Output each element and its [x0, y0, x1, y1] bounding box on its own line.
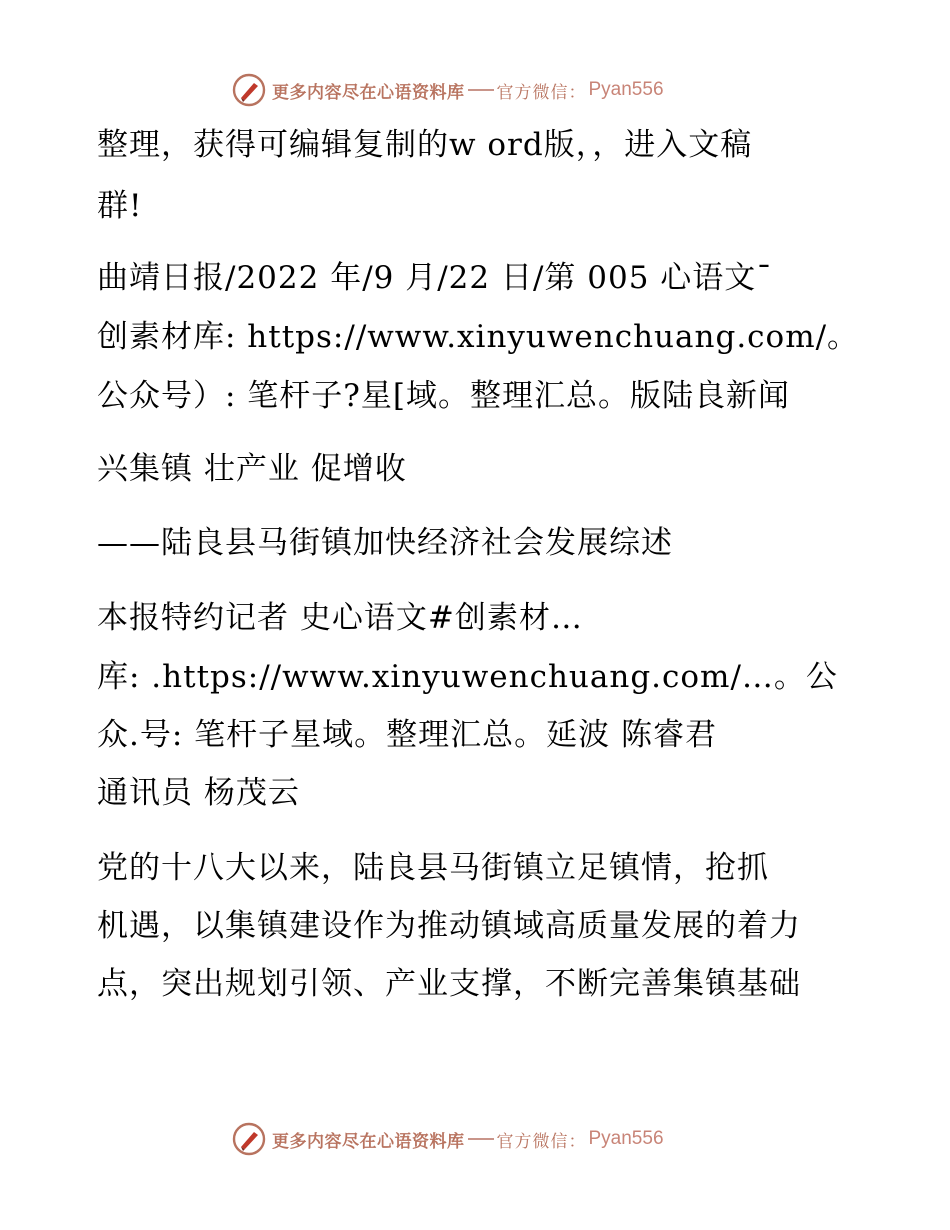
divider — [468, 89, 494, 91]
promo-text: 更多内容尽在心语资料库 — [272, 1131, 465, 1152]
body-line: 众.号: 笔杆子星域。整理汇总。延波 陈睿君 — [97, 717, 718, 753]
correspondent: 通讯员 杨茂云 — [97, 775, 300, 811]
body-line: 创素材库: https://www.xinyuwenchuang.com/。 — [97, 319, 860, 355]
wechat-id: Pyan556 — [588, 1128, 664, 1149]
body-line: 库: .https://www.xinyuwenchuang.com/…。公 — [97, 659, 838, 695]
byline: 本报特约记者 史心语文#创素材… — [97, 600, 583, 636]
pen-logo-icon — [232, 1122, 266, 1156]
article-title: 兴集镇 壮产业 促增收 — [97, 451, 407, 487]
body-line: 曲靖日报/2022 年/9 月/22 日/第 005 心语文¯ — [97, 260, 773, 296]
divider — [468, 1138, 494, 1140]
wechat-label: 官方微信： — [496, 1131, 587, 1152]
body-line: 公众号）: 笔杆子?星[域。整理汇总。版陆良新闻 — [97, 378, 791, 414]
paragraph-line: 党的十八大以来，陆良县马街镇立足镇情，抢抓 — [97, 850, 769, 886]
paragraph-line: 点，突出规划引领、产业支撑，不断完善集镇基础 — [97, 966, 801, 1002]
body-line: 群! — [97, 188, 143, 224]
pen-logo-icon — [232, 73, 266, 107]
promo-text: 更多内容尽在心语资料库 — [272, 82, 465, 103]
wechat-id: Pyan556 — [588, 79, 664, 100]
footer-watermark — [232, 1121, 732, 1157]
body-line: 整理，获得可编辑复制的w ord版，，进入文稿 — [97, 127, 753, 163]
header-watermark — [232, 72, 732, 108]
paragraph-line: 机遇，以集镇建设作为推动镇域高质量发展的着力 — [97, 908, 801, 944]
wechat-label: 官方微信： — [496, 82, 587, 103]
article-subtitle: ——陆良县马街镇加快经济社会发展综述 — [97, 525, 673, 561]
